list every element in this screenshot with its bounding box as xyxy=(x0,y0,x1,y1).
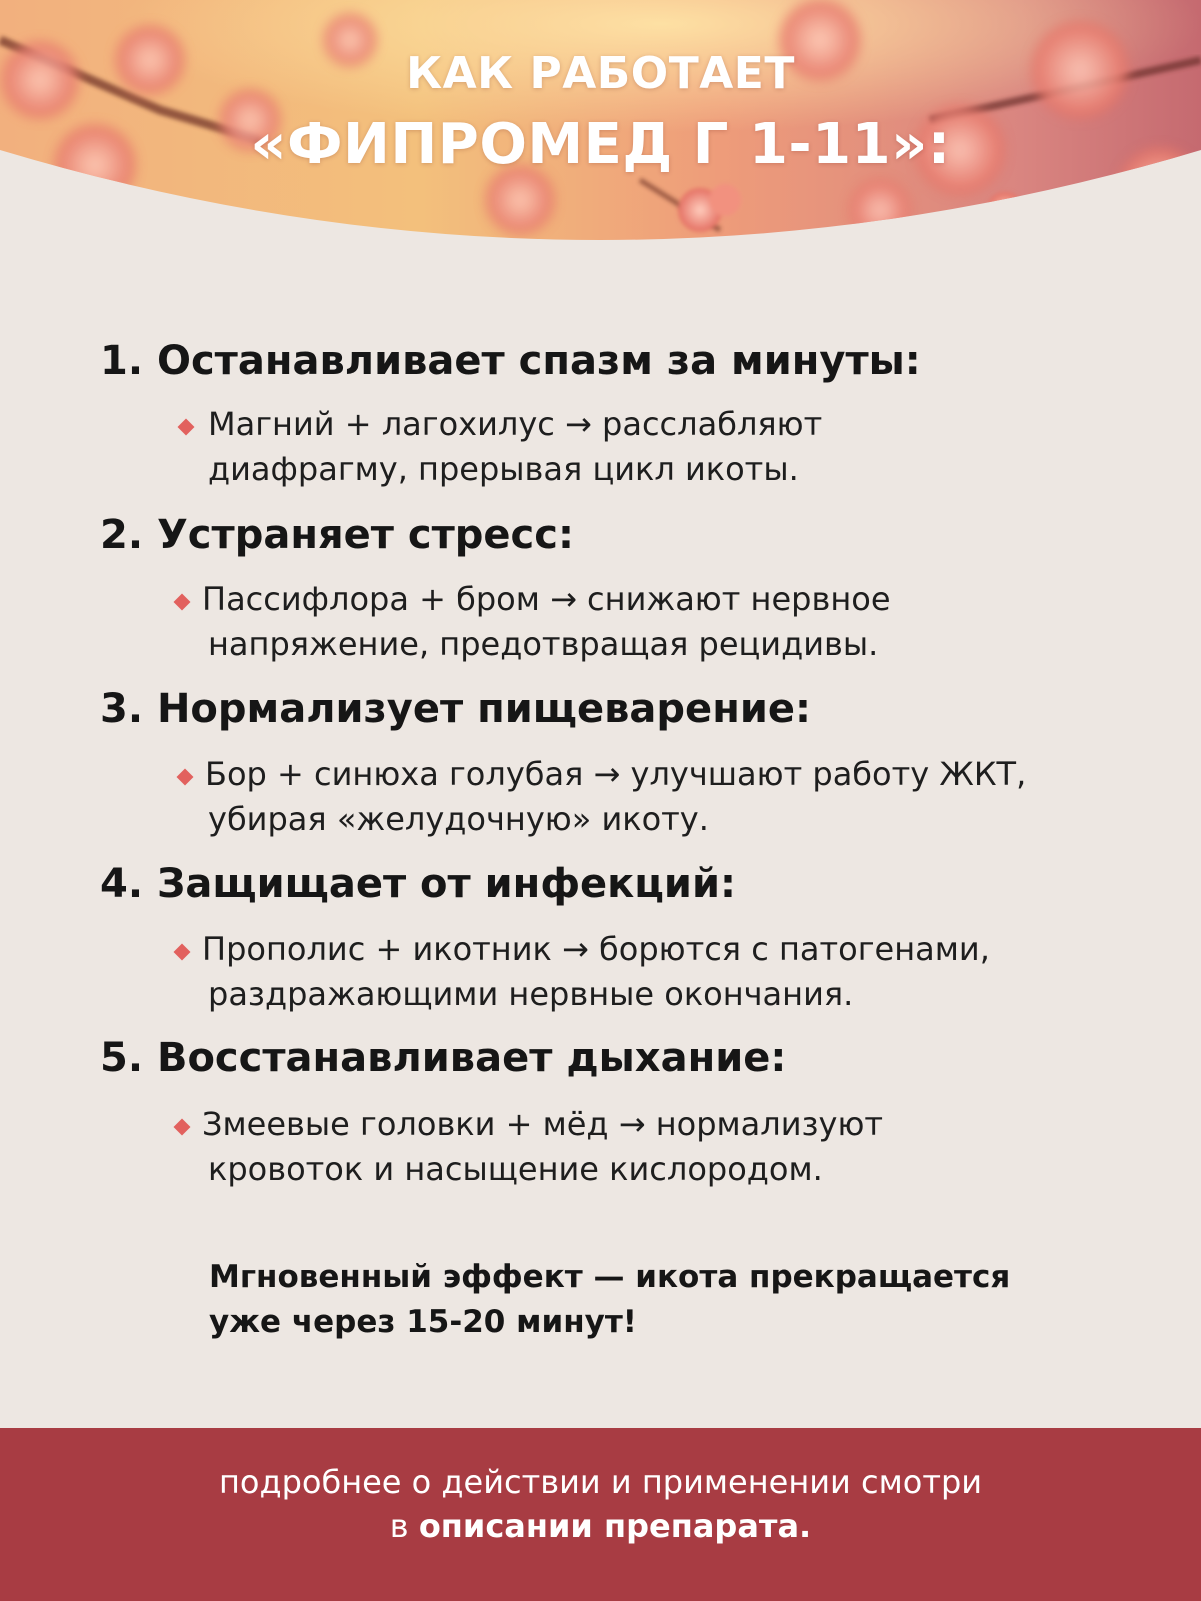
item-2-line-1: Пассифлора + бром → снижают нервное xyxy=(202,580,891,618)
item-heading-2: 2. Устраняет стресс: xyxy=(100,512,574,558)
effect-note-line-1: Мгновенный эффект — икота прекращается xyxy=(209,1259,1011,1295)
page-title-line-2: «ФИПРОМЕД Г 1-11»: xyxy=(250,112,951,177)
effect-note-line-2: уже через 15-20 минут! xyxy=(209,1304,637,1340)
item-3-line-2: убирая «желудочную» икоту. xyxy=(208,800,709,838)
item-1-line-1: Магний + лагохилус → расслабляют xyxy=(208,405,823,443)
item-1-line-2: диафрагму, прерывая цикл икоты. xyxy=(208,450,799,488)
diamond-bullet-icon xyxy=(174,1119,191,1136)
diamond-bullet-icon xyxy=(177,769,194,786)
item-2-line-2: напряжение, предотвращая рецидивы. xyxy=(208,625,879,663)
effect-note xyxy=(209,1255,1010,1345)
item-3-line-1: Бор + синюха голубая → улучшают работу ЖКТ, xyxy=(205,755,1027,793)
item-5-line-1: Змеевые головки + мёд → нормализуют xyxy=(202,1105,884,1143)
diamond-bullet-icon xyxy=(178,419,195,436)
footer-bar xyxy=(0,1428,1201,1601)
item-heading-1: 1. Останавливает спазм за минуты: xyxy=(100,338,921,384)
footer-line-2 xyxy=(0,1507,1201,1545)
footer-prefix: в xyxy=(389,1507,419,1545)
footer-bold-link: описании препарата. xyxy=(418,1507,812,1545)
item-4-line-1: Прополис + икотник → борются с патогенами, xyxy=(202,930,990,968)
item-5-line-2: кровоток и насыщение кислородом. xyxy=(208,1150,823,1188)
item-heading-5: 5. Восстанавливает дыхание: xyxy=(100,1035,787,1081)
item-heading-3: 3. Нормализует пищеварение: xyxy=(100,686,811,732)
page-title-line-1: КАК РАБОТАЕТ xyxy=(406,48,795,99)
item-heading-4: 4. Защищает от инфекций: xyxy=(100,861,736,907)
footer-line-1: подробнее о действии и применении смотри xyxy=(218,1463,983,1501)
diamond-bullet-icon xyxy=(174,594,191,611)
diamond-bullet-icon xyxy=(174,944,191,961)
item-4-line-2: раздражающими нервные окончания. xyxy=(208,975,854,1013)
